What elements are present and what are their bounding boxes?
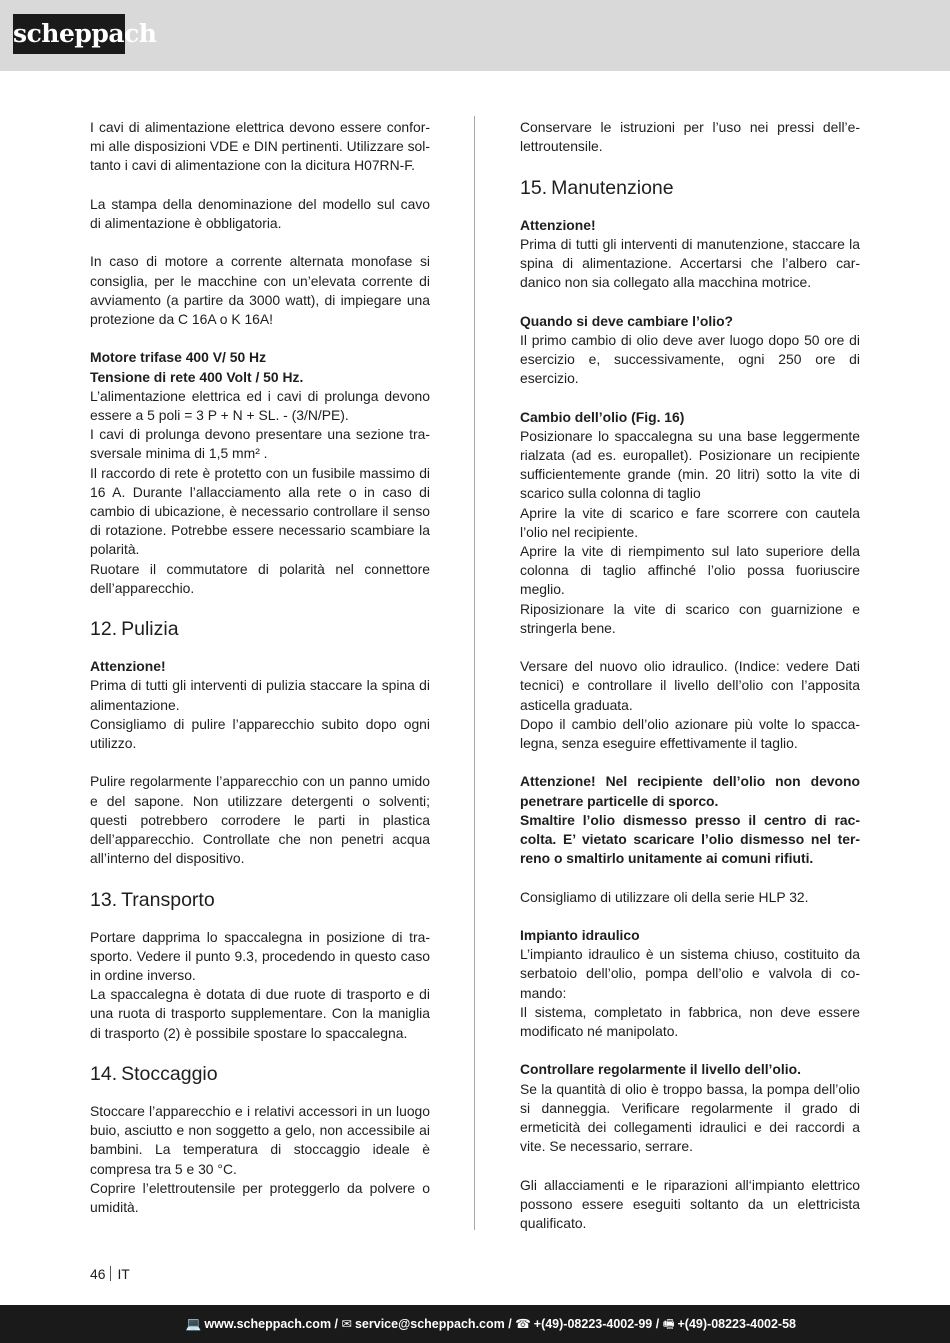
text-block: [520, 772, 860, 868]
section-heading: [90, 888, 430, 912]
paragraph: Stoccare l’apparecchio e i relativi accessori in un luogo buio, asciutto e non soggetto a gelo, non accessibile ai bambini. La temperatura di stoccaggio ideale è compresa tra 5 e 30 °C.: [90, 1103, 430, 1177]
paragraph: Consigliamo di pulire l’apparecchio subito dopo ogni utilizzo.: [90, 715, 430, 752]
bold-paragraph: Attenzione! Nel recipiente dell’olio non devono penetrare particelle di sporco.: [520, 773, 860, 809]
text-block: [90, 772, 430, 868]
paragraph: Se la quantità di olio è troppo bassa, la pompa dell’olio si danneggia. Verificare regolarmente il grado di ermeticità dei collegamenti idraulici e dei raccordi a vite. Se necessario, serrare.: [520, 1080, 860, 1155]
text-block: [90, 1102, 430, 1217]
bold-paragraph: Cambio dell’olio (Fig. 16): [520, 408, 685, 425]
text-block: [520, 888, 860, 907]
paragraph: Posizionare lo spaccalegna su una base leggermente rialzata (ad es. europallet). Posizionare un recipiente sufficientemente grande (min. 20 litri) sotto la vite di scarico sulla colonna di taglio: [520, 427, 860, 502]
paragraph: Dopo il cambio dell’olio azionare più volte lo spaccalegna, senza eseguire effettivamente il taglio.: [520, 715, 860, 752]
paragraph: Riposizionare la vite di scarico con guarnizione e stringerla bene.: [520, 600, 860, 636]
text-block: [520, 312, 860, 389]
paragraph: Prima di tutti gli interventi di pulizia staccare la spina di alimentazione.: [90, 677, 430, 713]
text-block: [90, 657, 430, 753]
paragraph: Pulire regolarmente l’apparecchio con un panno umido e del sapone. Non utilizzare detergenti o solventi; questi potrebbero corrodere le parti in plastica dell’apparecchio. Controllate che non penetri acqua all’interno del dispositivo.: [90, 773, 430, 867]
text-block: [90, 928, 430, 1043]
mail-icon: ✉: [341, 1317, 352, 1331]
text-block: [520, 1176, 860, 1234]
paragraph: I cavi di alimentazione elettrica devono essere conformi alle disposizioni VDE e DIN pertinenti. Utilizzare soltanto i cavi di alimentazione con la dicitura H07RN-F.: [90, 119, 430, 174]
section-number: 13.: [90, 888, 118, 911]
page-number: [90, 1265, 130, 1283]
paragraph: I cavi di prolunga devono presentare una sezione trasversale minima di 1,5 mm² .: [90, 426, 430, 462]
paragraph: Versare del nuovo olio idraulico. (Indice: vedere Dati tecnici) e controllare il livello dell’olio con l’apposita asticella graduata.: [520, 658, 860, 713]
paragraph: La stampa della denominazione del modello sul cavo di alimentazione è obbligatoria.: [90, 195, 430, 231]
section-number: 14.: [90, 1063, 118, 1086]
section-heading: [90, 617, 430, 641]
fax-icon: 🖷: [662, 1317, 675, 1331]
text-block: [520, 408, 860, 638]
footer-email[interactable]: service@scheppach.com /: [354, 1317, 512, 1331]
paragraph: La spaccalegna è dotata di due ruote di trasporto e di una ruota di trasporto supplementare. Con la maniglia di trasporto (2) è possibile spostare lo spaccalegna.: [90, 986, 430, 1041]
computer-icon: 💻: [185, 1317, 202, 1331]
section-number: 12.: [90, 618, 118, 641]
bold-paragraph: Attenzione!: [90, 658, 166, 675]
paragraph: Gli allacciamenti e le riparazioni all‘impianto elettrico possono essere eseguiti soltanto da un elettricista qualificato.: [520, 1176, 860, 1232]
paragraph: Portare dapprima lo spaccalegna in posizione di trasporto. Vedere il punto 9.3, procedendo in questo caso in ordine inverso.: [90, 928, 430, 984]
footer-website[interactable]: www.scheppach.com /: [204, 1317, 339, 1331]
paragraph: Ruotare il commutatore di polarità nel connettore dell’apparecchio.: [90, 560, 430, 596]
paragraph: Aprire la vite di scarico e fare scorrere con cautela l’olio nel recipiente.: [520, 504, 860, 540]
bold-paragraph: Controllare regolarmente il livello dell’olio.: [520, 1061, 801, 1078]
right-column: [520, 118, 860, 1252]
section-heading: [520, 176, 860, 200]
paragraph: Il sistema, completato in fabbrica, non deve essere modificato né manipolato.: [520, 1003, 860, 1040]
section-heading: [90, 1062, 430, 1086]
paragraph: Conservare le istruzioni per l’uso nei pressi dell’elettroutensile.: [520, 119, 860, 155]
section-number: 15.: [520, 176, 548, 199]
text-block: [90, 252, 430, 329]
section-title: Pulizia: [121, 618, 179, 641]
bold-paragraph: Tensione di rete 400 Volt / 50 Hz.: [90, 368, 304, 385]
bold-paragraph: Impianto idraulico: [520, 927, 640, 944]
text-block: [90, 195, 430, 233]
paragraph: Coprire l’elettroutensile per proteggerlo da polvere o umidità.: [90, 1179, 430, 1216]
page-number-separator: [110, 1266, 111, 1281]
paragraph: Prima di tutti gli interventi di manutenzione, staccare la spina di alimentazione. Accertarsi che l’albero cardanico non sia collegato alla macchina motrice.: [520, 235, 860, 291]
page-footer: [0, 1305, 950, 1343]
section-title: Manutenzione: [551, 176, 674, 199]
bold-paragraph: Quando si deve cambiare l’olio?: [520, 312, 734, 329]
bold-paragraph: Smaltire l’olio dismesso presso il centro di raccolta. E’ vietato scaricare l’olio dismesso nel terreno o smaltirlo unitamente ai comuni rifiuti.: [520, 811, 860, 867]
bold-paragraph: Attenzione!: [520, 216, 596, 233]
text-block: [90, 118, 430, 176]
text-block: [520, 1060, 860, 1156]
brand-logo: scheppach: [13, 14, 125, 54]
text-block: [90, 348, 430, 598]
page-header: [0, 0, 950, 71]
paragraph: L’alimentazione elettrica ed i cavi di prolunga devono essere a 5 poli = 3 P + N + SL. - (3/N/PE).: [90, 387, 430, 423]
text-block: [520, 118, 860, 156]
left-column: [90, 118, 430, 1236]
footer-phone: +(49)-08223-4002-99 /: [533, 1317, 660, 1331]
paragraph: Aprire la vite di riempimento sul lato superiore della colonna di taglio affinché l’olio possa fuoriuscire meglio.: [520, 543, 860, 598]
page-language: IT: [117, 1266, 130, 1282]
page-number-value: 46: [90, 1266, 106, 1282]
paragraph: L’impianto idraulico è un sistema chiuso, costituito da serbatoio dell’olio, pompa dell’olio e valvola di comando:: [520, 946, 860, 1001]
section-title: Transporto: [121, 888, 215, 911]
bold-paragraph: Motore trifase 400 V/ 50 Hz: [90, 349, 267, 366]
phone-icon: ☎: [515, 1317, 531, 1331]
paragraph: Il primo cambio di olio deve aver luogo dopo 50 ore di esercizio e, successivamente, ogni 250 ore di esercizio.: [520, 331, 860, 387]
text-block: [520, 216, 860, 293]
column-divider: [474, 116, 475, 1230]
paragraph: Consigliamo di utilizzare oli della serie HLP 32.: [520, 888, 809, 905]
text-block: [520, 926, 860, 1041]
text-block: [520, 657, 860, 753]
paragraph: Il raccordo di rete è protetto con un fusibile massimo di 16 A. Durante l’allacciamento alla rete o in caso di cambio di ubicazione, è necessario controllare il senso di rotazione. Potrebbe essere necessario scambiare la polarità.: [90, 464, 430, 558]
paragraph: In caso di motore a corrente alternata monofase si consiglia, per le macchine con un’elevata corrente di avviamento (a partire da 3000 watt), di impiegare una protezione da C 16A o K 16A!: [90, 253, 430, 327]
section-title: Stoccaggio: [121, 1063, 218, 1086]
footer-fax: +(49)-08223-4002-58: [677, 1317, 796, 1331]
